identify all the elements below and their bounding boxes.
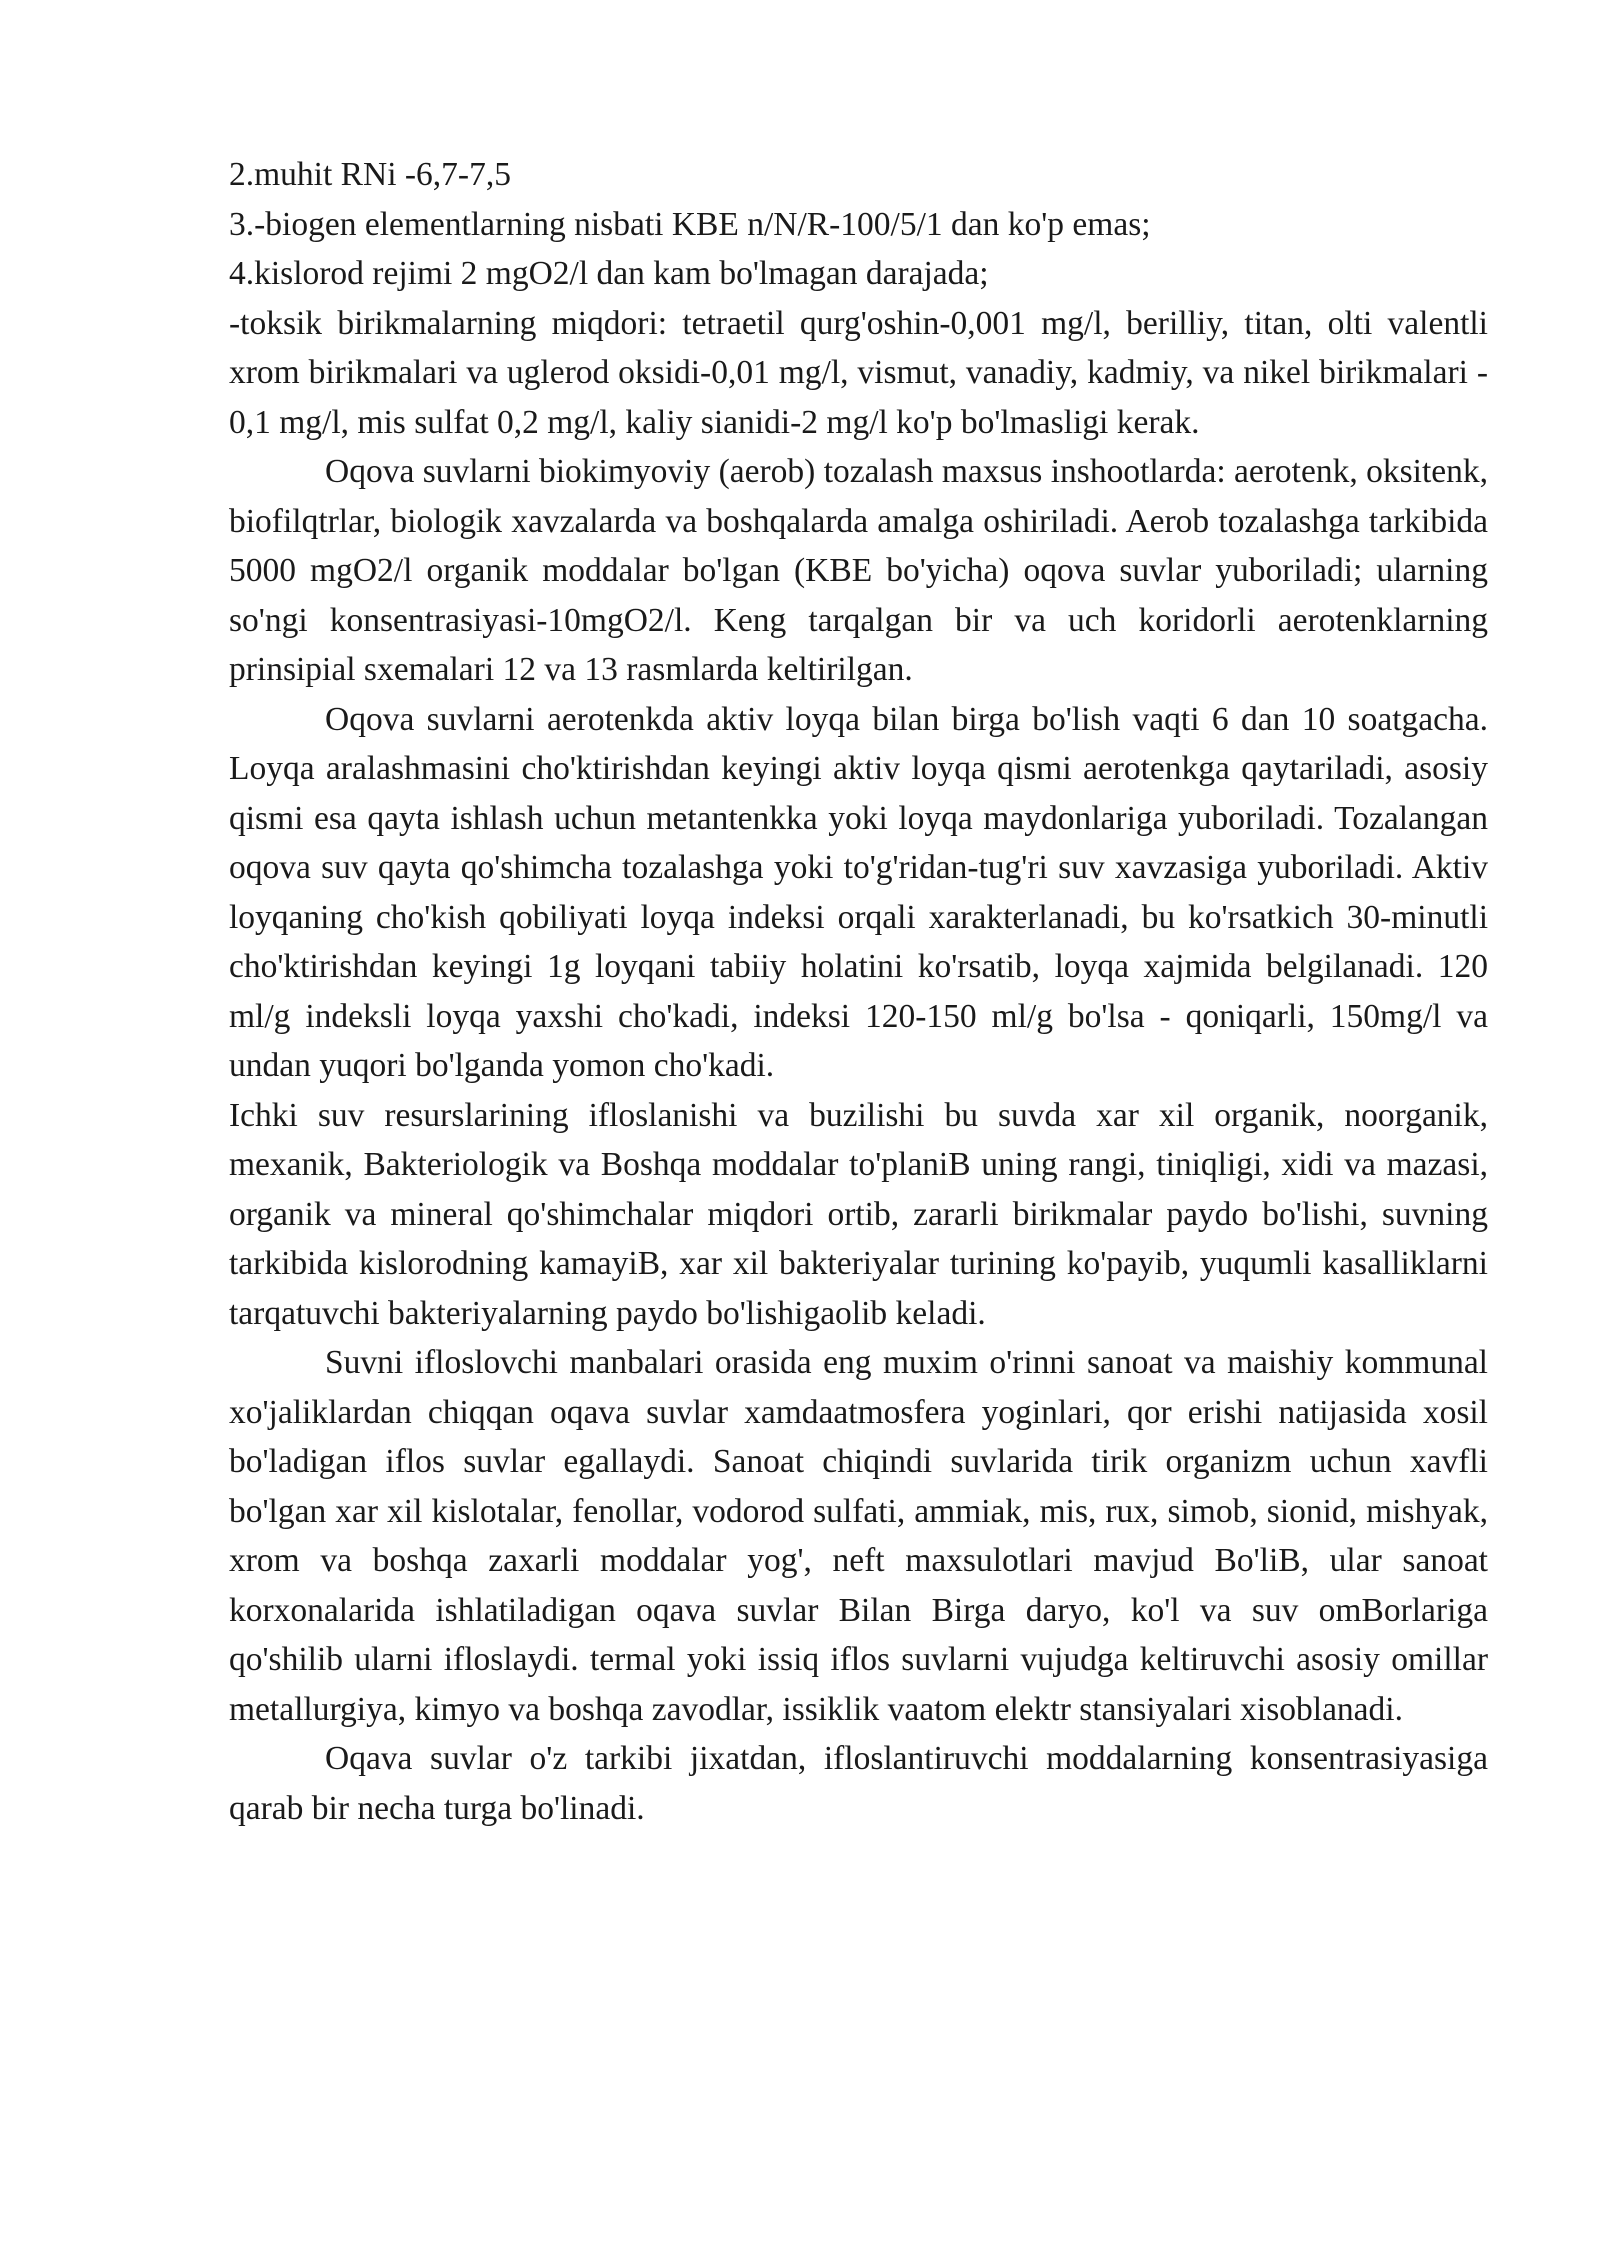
paragraph-aerobic-treatment: Oqova suvlarni biokimyoviy (aerob) tozalash maxsus inshootlarda: aerotenk, oksitenk, biofilqtrlar, biologik xavzalarda va boshqalarda amalga oshiriladi. Aerob tozalashga tarkibida 5000 mgO2/l organik moddalar bo'lgan (KBE bo'yicha) oqova suvlar yuboriladi; ularning so'ngi konsentrasiyasi-10mgO2/l. Keng tarqalgan bir va uch koridorli aerotenklarning prinsipial sxemalari 12 va 13 rasmlarda keltirilgan. [229, 453, 1488, 688]
paragraph-water-pollution: Ichki suv resurslarining ifloslanishi va buzilishi bu suvda xar xil organik, noorganik, mexanik, Bakteriologik va Boshqa moddalar to'planiB uning rangi, tiniqligi, xidi va mazasi, organik va mineral qo'shimchalar miqdori ortib, zararli birikmalar paydo bo'lishi, suvning tarkibida kislorodning kamayiB, xar xil bakteriyalar turining ko'payib, yuqumli kasalliklarni tarqatuvchi bakteriyalarning paydo bo'lishigaolib keladi. [229, 1096, 1488, 1332]
paragraph-toxic-compounds: -toksik birikmalarning miqdori: tetraetil qurg'oshin-0,001 mg/l, berilliy, titan, olti valentli xrom birikmalari va uglerod oksidi-0,01 mg/l, vismut, vanadiy, kadmiy, va nikel birikmalari - 0,1 mg/l, mis sulfat 0,2 mg/l, kaliy sianidi-2 mg/l ko'p bo'lmasligi kerak. [229, 304, 1488, 441]
document-body [229, 150, 1488, 1833]
paragraph-pollution-sources: Suvni ifloslovchi manbalari orasida eng muxim o'rinni sanoat va maishiy kommunal xo'jaliklardan chiqqan oqava suvlar xamdaatmosfera yoginlari, qor erishi natijasida xosil bo'ladigan iflos suvlar egallaydi. Sanoat chiqindi suvlarida tirik organizm uchun xavfli bo'lgan xar xil kislotalar, fenollar, vodorod sulfati, ammiak, mis, rux, simob, sionid, mishyak, xrom va boshqa zaxarli moddalar yog', neft maxsulotlari mavjud Bo'liB, ular sanoat korxonalarida ishlatiladigan oqava suvlar Bilan Birga daryo, ko'l va suv omBorlariga qo'shilib ularni ifloslaydi. termal yoki issiq iflos suvlarni vujudga keltiruvchi asosiy omillar metallurgiya, kimyo va boshqa zavodlar, issiklik vaatom elektr stansiyalari xisoblanadi. [229, 1344, 1488, 1728]
paragraph-activated-sludge: Oqova suvlarni aerotenkda aktiv loyqa bilan birga bo'lish vaqti 6 dan 10 soatgacha. Loyqa aralashmasini cho'ktirishdan keyingi aktiv loyqa qismi aerotenkga qaytariladi, asosiy qismi esa qayta ishlash uchun metantenkka yoki loyqa maydonlariga yuboriladi. Tozalangan oqova suv qayta qo'shimcha tozalashga yoki to'g'ridan-tug'ri suv xavzasiga yuboriladi. Aktiv loyqaning cho'kish qobiliyati loyqa indeksi orqali xarakterlanadi, bu ko'rsatkich 30-minutli cho'ktirishdan keyingi 1g loyqani tabiiy holatini ko'rsatib, loyqa xajmida belgilanadi. 120 ml/g indeksli loyqa yaxshi cho'kadi, indeksi 120-150 ml/g bo'lsa - qoniqarli, 150mg/l va undan yuqori bo'lganda yomon cho'kadi. [229, 700, 1488, 1084]
list-item-nutrient-ratio: 3.-biogen elementlarning nisbati KBE n/N/R-100/5/1 dan ko'p emas; [229, 205, 1151, 243]
list-item-oxygen-regime: 4.kislorod rejimi 2 mgO2/l dan kam bo'lmagan darajada; [229, 255, 989, 292]
list-item-ph: 2.muhit RNi -6,7-7,5 [229, 156, 511, 193]
paragraph-wastewater-types: Oqava suvlar o'z tarkibi jixatdan, ifloslantiruvchi moddalarning konsentrasiyasiga qarab bir necha turga bo'linadi. [229, 1740, 1488, 1827]
